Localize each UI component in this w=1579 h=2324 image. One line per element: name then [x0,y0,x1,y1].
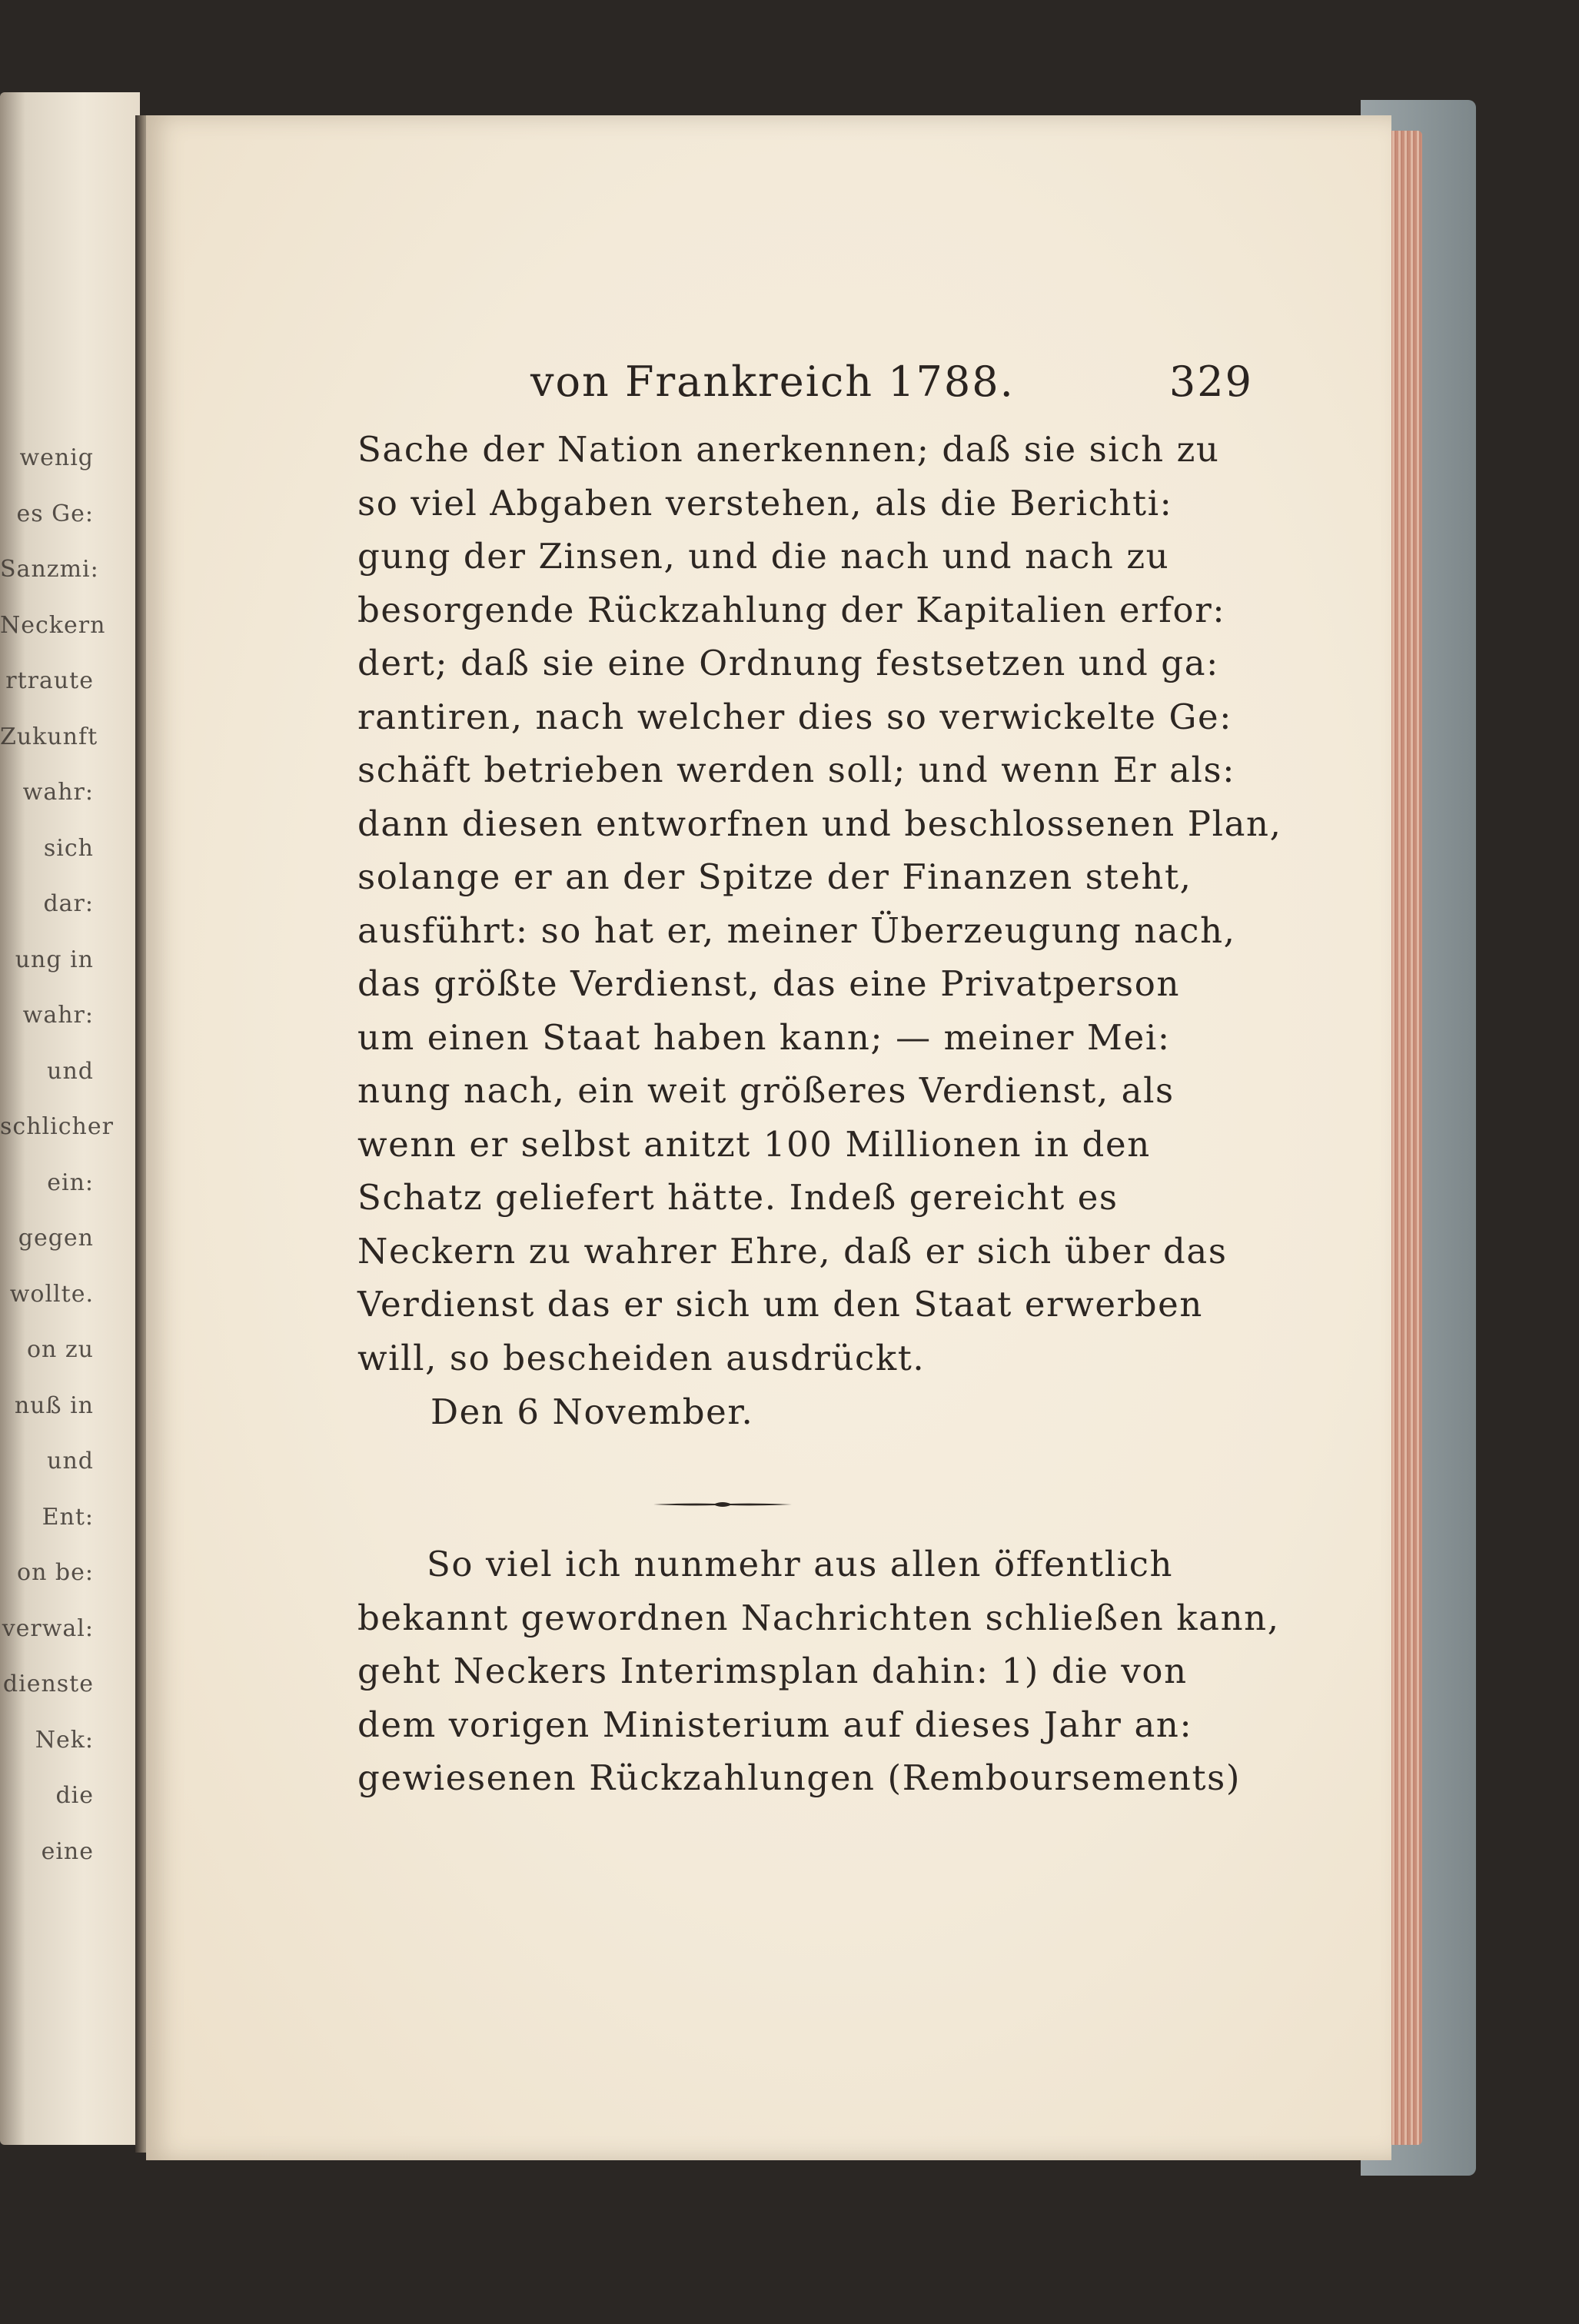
text-line: schäft betrieben werden soll; und wenn Er als: [357,750,1235,790]
text-line: besorgende Rückzahlung der Kapitalien erfor: [357,589,1226,630]
text-line: Neckern zu wahrer Ehre, daß er sich über das [357,1230,1228,1272]
text-line: Sache der Nation anerkennen; daß sie sich zu [357,429,1220,470]
previous-page-fragment: Ent: [42,1503,94,1531]
text-line: ausführt: so hat er, meiner Überzeugung nach, [357,909,1236,951]
previous-page-fragment: und [47,1057,94,1085]
text-line: gung der Zinsen, und die nach und nach zu [357,536,1170,577]
text-line: rantiren, nach welcher dies so verwickelte Ge: [357,696,1233,737]
section-divider-ornament [653,1499,792,1510]
previous-page-fragment: die [55,1782,94,1809]
paragraph-1 [357,423,1282,1385]
text-line: dem vorigen Ministerium auf dieses Jahr an: [357,1704,1193,1745]
text-line: bekannt gewordnen Nachrichten schließen kann, [357,1597,1280,1638]
text-line: wenn er selbst anitzt 100 Millionen in den [357,1123,1151,1165]
dateline: Den 6 November. [430,1391,754,1432]
previous-page-fragment: wenig [19,444,94,471]
previous-page-fragment: rtraute [5,667,94,694]
previous-page-fragment: wahr: [22,779,94,806]
previous-page-fragment: wahr: [22,1002,94,1029]
previous-page-fragment: ung in [15,946,94,973]
previous-page-fragment: schlicher [0,1113,114,1140]
text-line: solange er an der Spitze der Finanzen steht, [357,856,1192,897]
text-line: um einen Staat haben kann; — meiner Mei: [357,1016,1171,1058]
text-line: will, so bescheiden ausdrückt. [357,1337,926,1378]
text-line: dann diesen entworfnen und beschlossenen Plan, [357,803,1282,844]
previous-page-fragment: Zukunft [0,723,98,750]
text-line: geht Neckers Interimsplan dahin: 1) die von [357,1651,1188,1691]
text-line: Verdienst das er sich um den Staat erwerben [357,1284,1203,1325]
previous-page-fragment: dienste [2,1671,94,1697]
previous-page-fragment: gegen [18,1225,94,1252]
previous-page-fragment: Neckern [0,611,106,639]
previous-page-text [0,431,138,1880]
previous-page-fragment: Sanzmi: [0,556,99,583]
book-page [146,115,1391,2160]
previous-page-fragment: on zu [26,1336,94,1363]
previous-page-fragment: es Ge: [16,500,94,527]
text-line: dert; daß sie eine Ordnung festsetzen und ga: [357,643,1219,683]
text-line: So viel ich nunmehr aus allen öffentlich [427,1544,1174,1584]
previous-page-fragment: sich [43,834,94,862]
running-title: von Frankreich 1788. [530,357,1015,406]
previous-page-fragment: verwal: [2,1614,94,1642]
previous-page-sliver [0,92,140,2145]
paragraph-2 [357,1538,1280,1805]
previous-page-fragment: dar: [43,890,94,917]
text-line: so viel Abgaben verstehen, als die Berichti: [357,482,1173,524]
previous-page-fragment: eine [41,1837,94,1865]
text-line: das größte Verdienst, das eine Privatperson [357,963,1181,1004]
text-line: nung nach, ein weit größeres Verdienst, als [357,1070,1175,1111]
text-line: gewiesenen Rückzahlungen (Remboursements) [357,1757,1242,1798]
previous-page-fragment: wollte. [9,1280,94,1308]
previous-page-fragment: on be: [17,1559,94,1586]
text-line: Schatz geliefert hätte. Indeß gereicht es [357,1177,1119,1218]
page-number: 329 [1168,357,1253,406]
previous-page-fragment: ein: [47,1169,94,1196]
previous-page-fragment: und [47,1448,94,1475]
previous-page-fragment: nuß in [14,1391,94,1419]
previous-page-fragment: Nek: [35,1726,94,1754]
